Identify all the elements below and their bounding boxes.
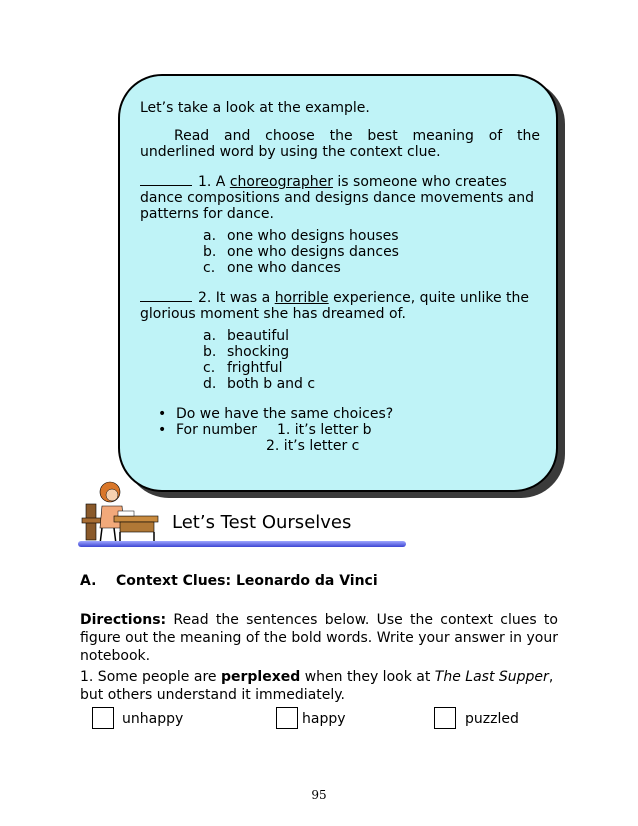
underlined-word-2: horrible (274, 290, 329, 306)
answer-blank-2 (140, 291, 192, 302)
example-bullets (140, 406, 540, 438)
example-instruction: Read and choose the best meaning of the underlined word by using the context clue. (140, 128, 540, 160)
option: b. one who designs dances (203, 244, 399, 260)
section-title: A. Context Clues: Leonardo da Vinci (80, 573, 378, 589)
question-1-options (140, 228, 540, 276)
bullet-item: • Do we have the same choices? (158, 406, 540, 422)
answer-choices (80, 707, 558, 731)
bullet-item: • For number 1. it’s letter b (158, 422, 540, 438)
example-intro: Let’s take a look at the example. (140, 100, 370, 116)
student-at-desk-illustration (80, 478, 164, 548)
choice-checkbox[interactable] (434, 707, 456, 729)
option: c. frightful (203, 360, 283, 376)
example-content (140, 100, 540, 454)
option: d. both b and c (203, 376, 316, 392)
test-question-1: 1. Some people are perplexed when they look at The Last Supper, but others understand it immediately. (80, 669, 554, 703)
option: b. shocking (203, 344, 290, 360)
answer-blank-1 (140, 175, 192, 186)
directions: Directions: Read the sentences below. Use the context clues to figure out the meaning of the bold words. Write your answer in your notebook. (80, 612, 558, 664)
choice-label: happy (302, 711, 346, 727)
option: a. beautiful (203, 328, 290, 344)
underlined-word-1: choreographer (229, 174, 333, 190)
example-question-2: 2. It was a horrible experience, quite unlike the glorious moment she has dreamed of. (140, 290, 529, 322)
choice-label: unhappy (122, 711, 184, 727)
page-number: 95 (311, 788, 327, 802)
question-2-options (140, 328, 540, 392)
choice-label: puzzled (465, 711, 519, 727)
option: a. one who designs houses (203, 228, 399, 244)
option: c. one who dances (203, 260, 341, 276)
bullet-continuation: 2. it’s letter c (266, 438, 360, 454)
example-question-1: 1. A choreographer is someone who creates dance compositions and designs dance movements and patterns for dance. (140, 174, 535, 222)
heading-underline-bar (78, 541, 406, 547)
choice-checkbox[interactable] (92, 707, 114, 729)
section-heading: Let’s Test Ourselves (172, 512, 352, 533)
choice-checkbox[interactable] (276, 707, 298, 729)
